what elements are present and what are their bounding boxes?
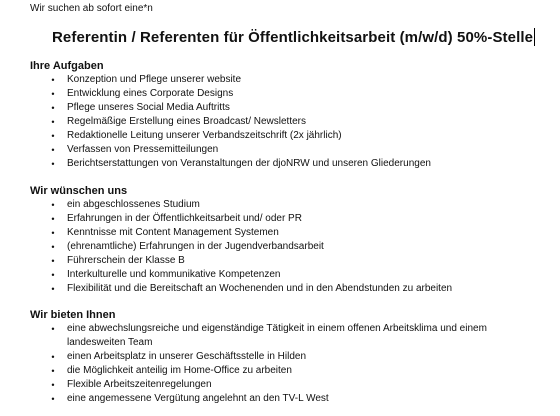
list-item [30,254,550,268]
list-item-text: Verfassen von Pressemitteilungen [67,144,219,155]
bullet-icon: • [51,324,55,334]
job-title-text: Referentin / Referenten für Öffentlichkeitsarbeit (m/w/d) 50%-Stelle [52,29,534,46]
bullet-icon: • [51,145,55,155]
list-item [30,73,550,87]
list-item [30,268,550,282]
list-item-text: ein abgeschlossenes Studium [67,199,200,210]
list-item [30,282,550,296]
intro-line: Wir suchen ab sofort eine*n [30,3,153,14]
list-item [30,392,550,406]
list-item-text: Berichtserstattungen von Veranstaltungen der djoNRW und unseren Gliederungen [67,158,431,169]
list-item-text: Kenntnisse mit Content Management Systemen [67,227,279,238]
list-item-text: einen Arbeitsplatz in unserer Geschäftsstelle in Hilden [67,351,307,362]
list-item [30,143,550,157]
list-item [30,212,550,226]
bullet-icon: • [51,256,55,266]
list-item-text: Regelmäßige Erstellung eines Broadcast/ Newsletters [67,116,306,127]
list-item [30,87,550,101]
list-item [30,240,550,254]
list-item [30,378,550,392]
bullet-list [30,73,550,171]
bullet-icon: • [51,75,55,85]
bullet-list [30,198,550,296]
list-item-text: Pflege unseres Social Media Auftritts [67,102,230,113]
list-item [30,115,550,129]
bullet-icon: • [51,228,55,238]
list-item-text: Interkulturelle und kommunikative Kompetenzen [67,269,281,280]
bullet-icon: • [51,242,55,252]
bullet-icon: • [51,89,55,99]
list-item-text: eine angemessene Vergütung angelehnt an den TV-L West [67,393,329,404]
job-title [52,28,535,48]
list-item-text: Führerschein der Klasse B [67,255,185,266]
bullet-icon: • [51,352,55,362]
bullet-icon: • [51,394,55,404]
list-item-text: (ehrenamtliche) Erfahrungen in der Jugendverbandsarbeit [67,241,324,252]
section-heading: Ihre Aufgaben [30,60,104,72]
bullet-icon: • [51,270,55,280]
list-item-text: die Möglichkeit anteilig im Home-Office zu arbeiten [67,365,292,376]
text-cursor [534,28,535,46]
bullet-icon: • [51,380,55,390]
list-item [30,226,550,240]
section-wuenschen [30,184,550,296]
list-item [30,364,550,378]
section-bieten [30,308,550,406]
section-aufgaben [30,59,550,171]
list-item-text: Entwicklung eines Corporate Designs [67,88,234,99]
bullet-icon: • [51,366,55,376]
bullet-icon: • [51,284,55,294]
list-item-text: Erfahrungen in der Öffentlichkeitsarbeit und/ oder PR [67,213,302,224]
list-item-text: Flexible Arbeitszeitenregelungen [67,379,212,390]
list-item [30,198,550,212]
list-item [30,101,550,115]
list-item [30,350,550,364]
bullet-icon: • [51,117,55,127]
list-item-text: Redaktionelle Leitung unserer Verbandszeitschrift (2x jährlich) [67,130,342,141]
list-item-text: Flexibilität und die Bereitschaft an Wochenenden und in den Abendstunden zu arbeiten [67,283,453,294]
bullet-icon: • [51,200,55,210]
list-item [30,129,550,143]
bullet-icon: • [51,214,55,224]
list-item [30,157,550,171]
bullet-icon: • [51,131,55,141]
list-item [30,322,550,350]
list-item-text: eine abwechslungsreiche und eigenständige Tätigkeit in einem offenen Arbeitsklima und einem landesweiten Team [67,323,487,348]
bullet-list [30,322,550,406]
section-heading: Wir bieten Ihnen [30,309,116,321]
bullet-icon: • [51,103,55,113]
section-heading: Wir wünschen uns [30,185,128,197]
list-item-text: Konzeption und Pflege unserer website [67,74,242,85]
bullet-icon: • [51,159,55,169]
